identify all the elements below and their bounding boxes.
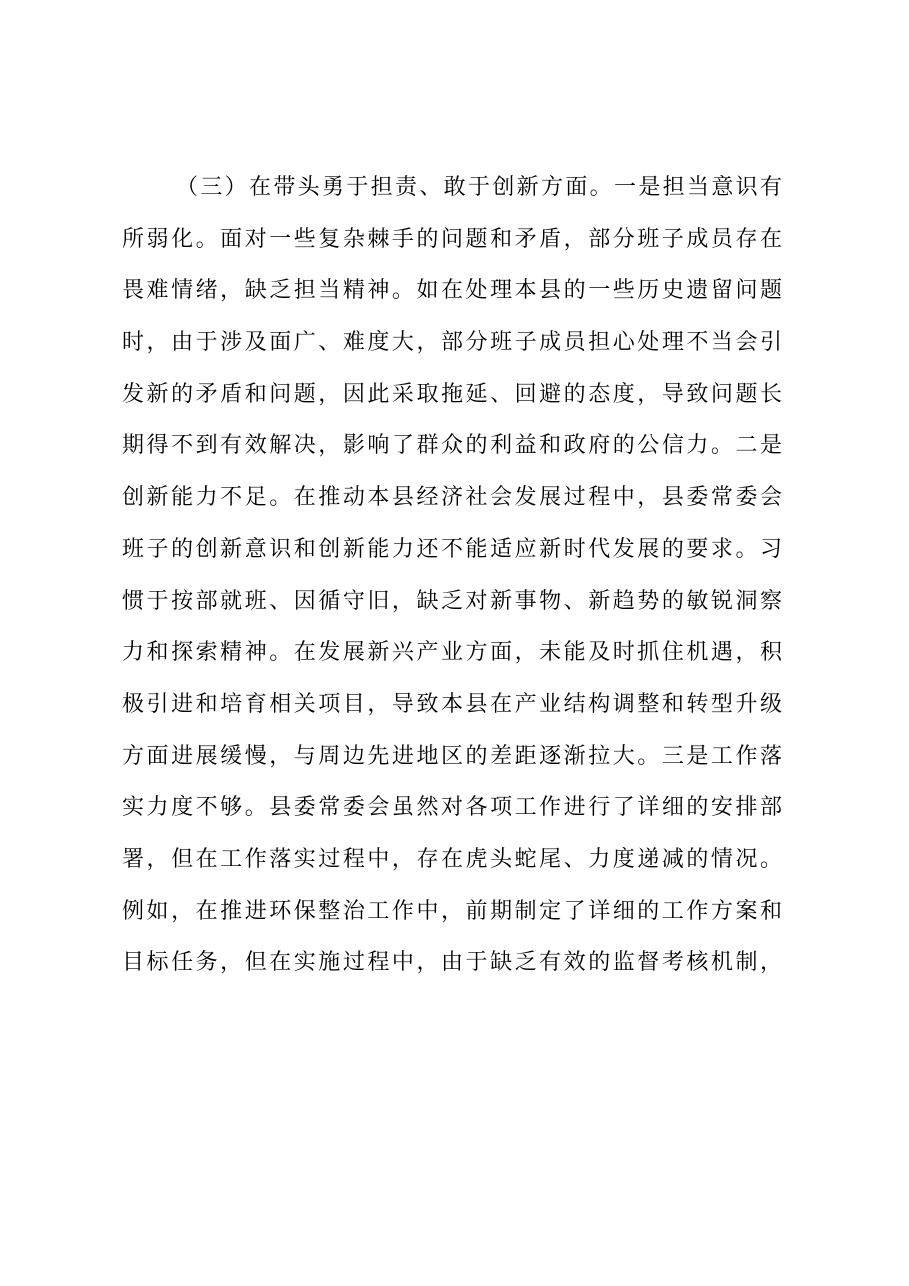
- paragraph-line: 目标任务，但在实施过程中，由于缺乏有效的监督考核机制，: [122, 950, 782, 976]
- paragraph-line: 惯于按部就班、因循守旧，缺乏对新事物、新趋势的敏锐洞察: [122, 588, 782, 614]
- paragraph-line: （三）在带头勇于担责、敢于创新方面。一是担当意识有: [176, 175, 782, 200]
- paragraph-line: 期得不到有效解决，影响了群众的利益和政府的公信力。二是: [122, 433, 782, 459]
- paragraph-line: 创新能力不足。在推动本县经济社会发展过程中，县委常委会: [122, 485, 782, 511]
- paragraph-line: 实力度不够。县委常委会虽然对各项工作进行了详细的安排部: [122, 795, 782, 821]
- body-paragraph: [122, 162, 782, 989]
- paragraph-line: 例如，在推进环保整治工作中，前期制定了详细的工作方案和: [122, 898, 782, 924]
- paragraph-line: 发新的矛盾和问题，因此采取拖延、回避的态度，导致问题长: [122, 381, 782, 407]
- paragraph-line: 方面进展缓慢，与周边先进地区的差距逐渐拉大。三是工作落: [122, 743, 782, 769]
- paragraph-line: 畏难情绪，缺乏担当精神。如在处理本县的一些历史遗留问题: [122, 278, 782, 304]
- paragraph-line: 班子的创新意识和创新能力还不能适应新时代发展的要求。习: [122, 536, 782, 562]
- paragraph-line: 署，但在工作落实过程中，存在虎头蛇尾、力度递减的情况。: [122, 846, 782, 872]
- paragraph-line: 时，由于涉及面广、难度大，部分班子成员担心处理不当会引: [122, 330, 782, 356]
- paragraph-line: 力和探索精神。在发展新兴产业方面，未能及时抓住机遇，积: [122, 640, 782, 666]
- paragraph-line: 极引进和培育相关项目，导致本县在产业结构调整和转型升级: [122, 691, 782, 717]
- paragraph-line: 所弱化。面对一些复杂棘手的问题和矛盾，部分班子成员存在: [122, 226, 782, 252]
